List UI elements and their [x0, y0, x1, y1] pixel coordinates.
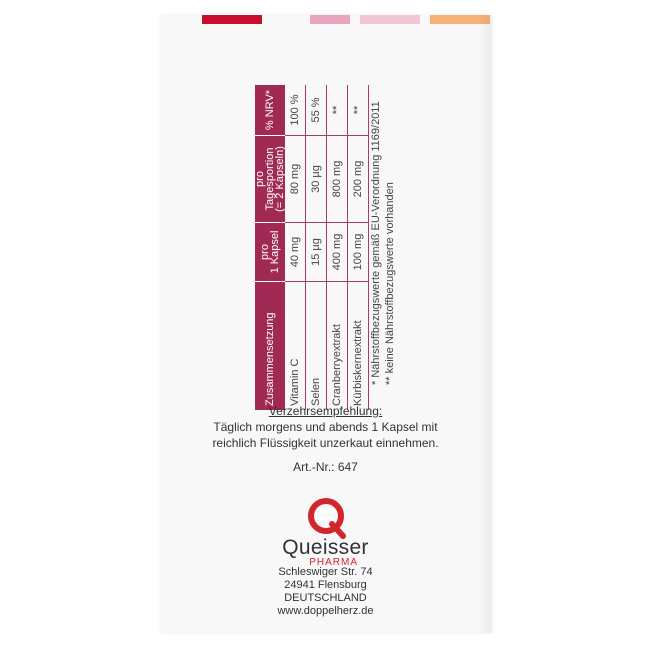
top-flap-color-strip — [200, 15, 490, 24]
footnote-nrv: * Nährstoffbezugswerte gemäß EU-Verordnung 1169/2011 — [370, 101, 382, 385]
header-per-day: pro Tagesportion (= 2 Kapseln) — [255, 136, 285, 223]
row-nrv: ** — [348, 85, 369, 136]
row-per-capsule: 40 mg — [285, 223, 306, 282]
row-name: Kürbiskernextrakt — [348, 282, 369, 411]
article-number: Art.-Nr.: 647 — [293, 460, 358, 474]
brand-name: Queisser — [282, 536, 369, 559]
header-composition: Zusammensetzung — [255, 282, 285, 411]
nutrition-table — [255, 85, 369, 410]
table-row — [285, 85, 306, 410]
table-footnotes — [369, 101, 397, 385]
brand-pharma: PHARMA — [309, 557, 358, 568]
row-name: Cranberryextrakt — [327, 282, 348, 411]
usage-line-1: Täglich morgens und abends 1 Kapsel mit — [213, 420, 438, 434]
row-name: Selen — [306, 282, 327, 411]
usage-line-2: reichlich Flüssigkeit unzerkaut einnehmen. — [212, 436, 439, 450]
table-row — [327, 85, 348, 410]
row-name: Vitamin C — [285, 282, 306, 411]
row-per-capsule: 400 mg — [327, 223, 348, 282]
website-link[interactable]: www.doppelherz.de — [277, 605, 374, 617]
row-per-day: 800 mg — [327, 136, 348, 223]
row-per-day: 200 mg — [348, 136, 369, 223]
footnote-no-nrv: ** keine Nährstoffbezugswerte vorhanden — [384, 182, 396, 385]
table-row — [306, 85, 327, 410]
address-street: Schleswiger Str. 74 — [278, 566, 373, 578]
queisser-q-leaf-logo-icon — [306, 497, 348, 539]
row-per-capsule: 100 mg — [348, 223, 369, 282]
address-city: 24941 Flensburg — [284, 579, 367, 591]
row-per-capsule: 15 µg — [306, 223, 327, 282]
header-nrv: % NRV* — [255, 85, 285, 136]
header-per-capsule: pro 1 Kapsel — [255, 223, 285, 282]
row-per-day: 30 µg — [306, 136, 327, 223]
row-nrv: ** — [327, 85, 348, 136]
row-nrv: 100 % — [285, 85, 306, 136]
row-per-day: 80 mg — [285, 136, 306, 223]
table-header-row — [255, 85, 285, 410]
table-row — [348, 85, 369, 410]
usage-title: Verzehrsempfehlung: — [268, 404, 383, 418]
row-nrv: 55 % — [306, 85, 327, 136]
address-country: DEUTSCHLAND — [284, 592, 367, 604]
